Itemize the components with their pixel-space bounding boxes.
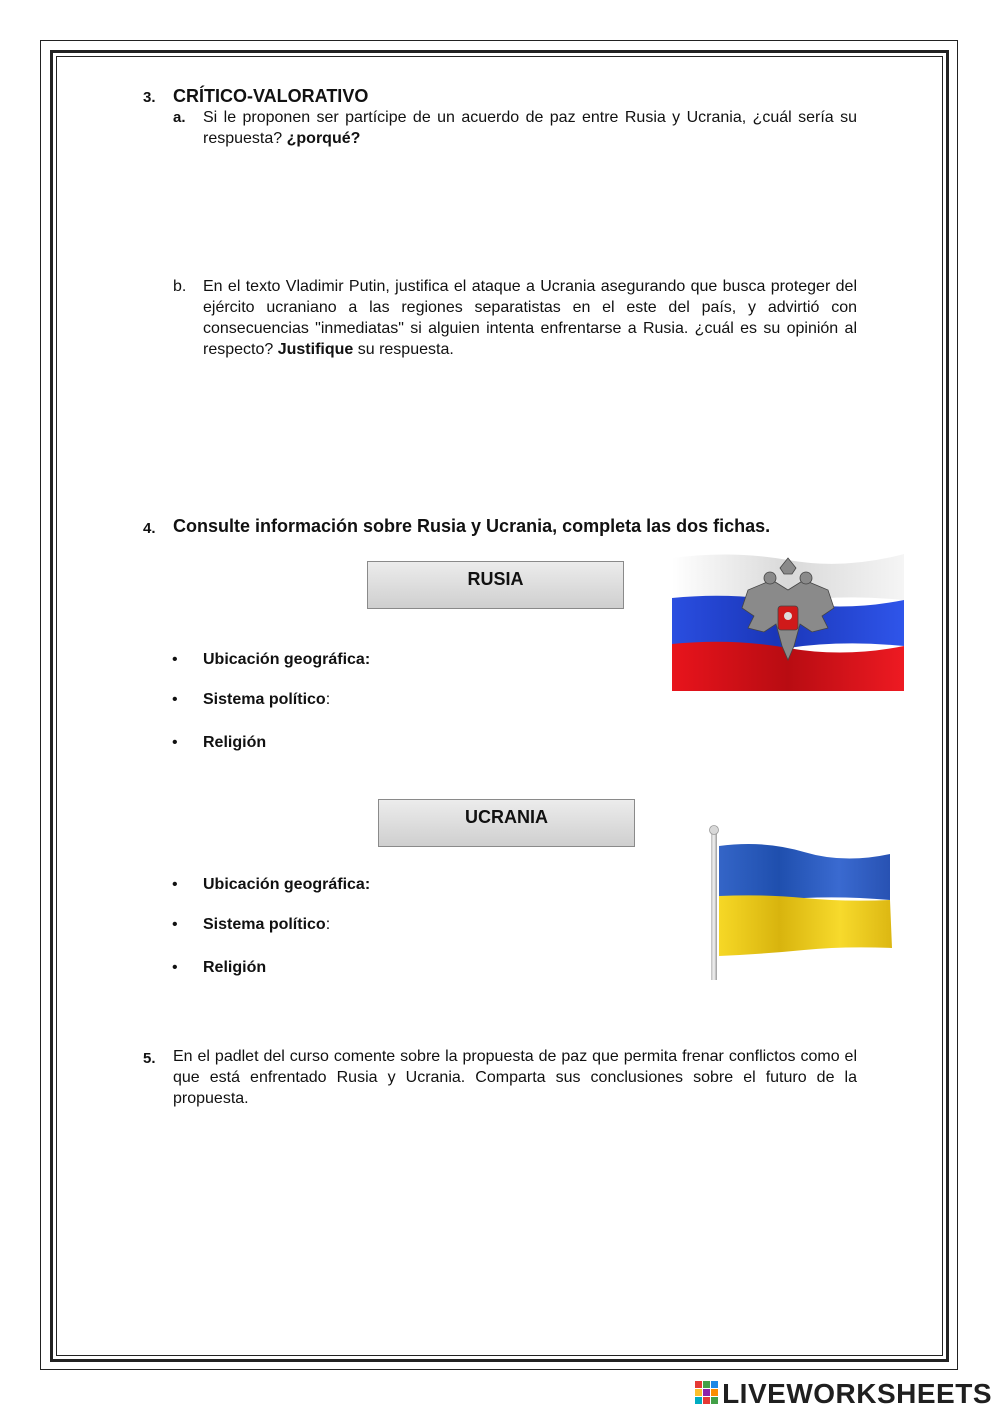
- russia-label-box: [367, 561, 624, 609]
- ukraine-item-religion-label: Religión: [203, 959, 267, 976]
- ukraine-flag-svg: [704, 824, 896, 984]
- section5-number: 5.: [143, 1050, 156, 1067]
- ukraine-item-location: [172, 876, 370, 894]
- bullet-icon: •: [172, 959, 178, 976]
- ukraine-item-religion: [172, 959, 266, 977]
- liveworksheets-brand-text: LIVEWORKSHEETS: [722, 1378, 992, 1409]
- bullet-icon: •: [172, 651, 178, 668]
- russia-item-location-label: Ubicación geográfica:: [203, 651, 371, 668]
- bullet-icon: •: [172, 691, 178, 708]
- ukraine-flag-image: [704, 824, 896, 984]
- section3b-tail: su respuesta.: [357, 341, 454, 358]
- ukraine-item-political-label: Sistema político: [203, 916, 326, 933]
- russia-flag-svg: [672, 550, 904, 691]
- russia-item-location: [172, 651, 370, 669]
- russia-flag-image: [672, 550, 904, 691]
- section4-title: Consulte información sobre Rusia y Ucrania, completa las dos fichas.: [173, 516, 771, 536]
- russia-item-religion-label: Religión: [203, 734, 267, 751]
- section3a-bold: ¿porqué?: [286, 130, 361, 147]
- russia-item-political-suffix: :: [325, 691, 331, 708]
- liveworksheets-logo: [695, 1378, 992, 1412]
- bullet-icon: •: [172, 876, 178, 893]
- ukraine-label: UCRANIA: [465, 807, 548, 827]
- section4-number: 4.: [143, 520, 156, 537]
- ukraine-item-political: [172, 916, 330, 934]
- section3-number: 3.: [143, 89, 156, 106]
- russia-label: RUSIA: [467, 569, 524, 589]
- section3b-bold: Justifique: [277, 341, 354, 358]
- section3b-question: [203, 276, 857, 360]
- section3b-text: En el texto Vladimir Putin, justifica el ataque a Ucrania asegurando que busca proteger del ejército ucraniano a las regiones separatistas en el este del país, y advirtió con consecuencias "inmediatas" si alguien intenta enfrentarse a Rusia. ¿cuál es su opinión al respecto?: [203, 278, 857, 358]
- section5-text: En el padlet del curso comente sobre la propuesta de paz que permita frenar conflictos como el que está enfrentado Rusia y Ucrania. Comparta sus conclusiones sobre el futuro de la propuesta.: [173, 1048, 857, 1107]
- bullet-icon: •: [172, 916, 178, 933]
- ukraine-item-location-label: Ubicación geográfica:: [203, 876, 371, 893]
- section3b-label: b.: [173, 278, 187, 295]
- section3a-question: [203, 107, 857, 149]
- section3-title: CRÍTICO-VALORATIVO: [173, 86, 369, 106]
- russia-item-political: [172, 691, 330, 709]
- section3a-label: a.: [173, 109, 186, 126]
- section3a-text: Si le proponen ser partícipe de un acuerdo de paz entre Rusia y Ucrania, ¿cuál sería su respuesta?: [203, 109, 857, 147]
- bullet-icon: •: [172, 734, 178, 751]
- liveworksheets-logo-icon: [695, 1380, 719, 1412]
- ukraine-item-political-suffix: :: [325, 916, 331, 933]
- russia-item-religion: [172, 734, 266, 752]
- ukraine-label-box: [378, 799, 635, 847]
- russia-item-political-label: Sistema político: [203, 691, 326, 708]
